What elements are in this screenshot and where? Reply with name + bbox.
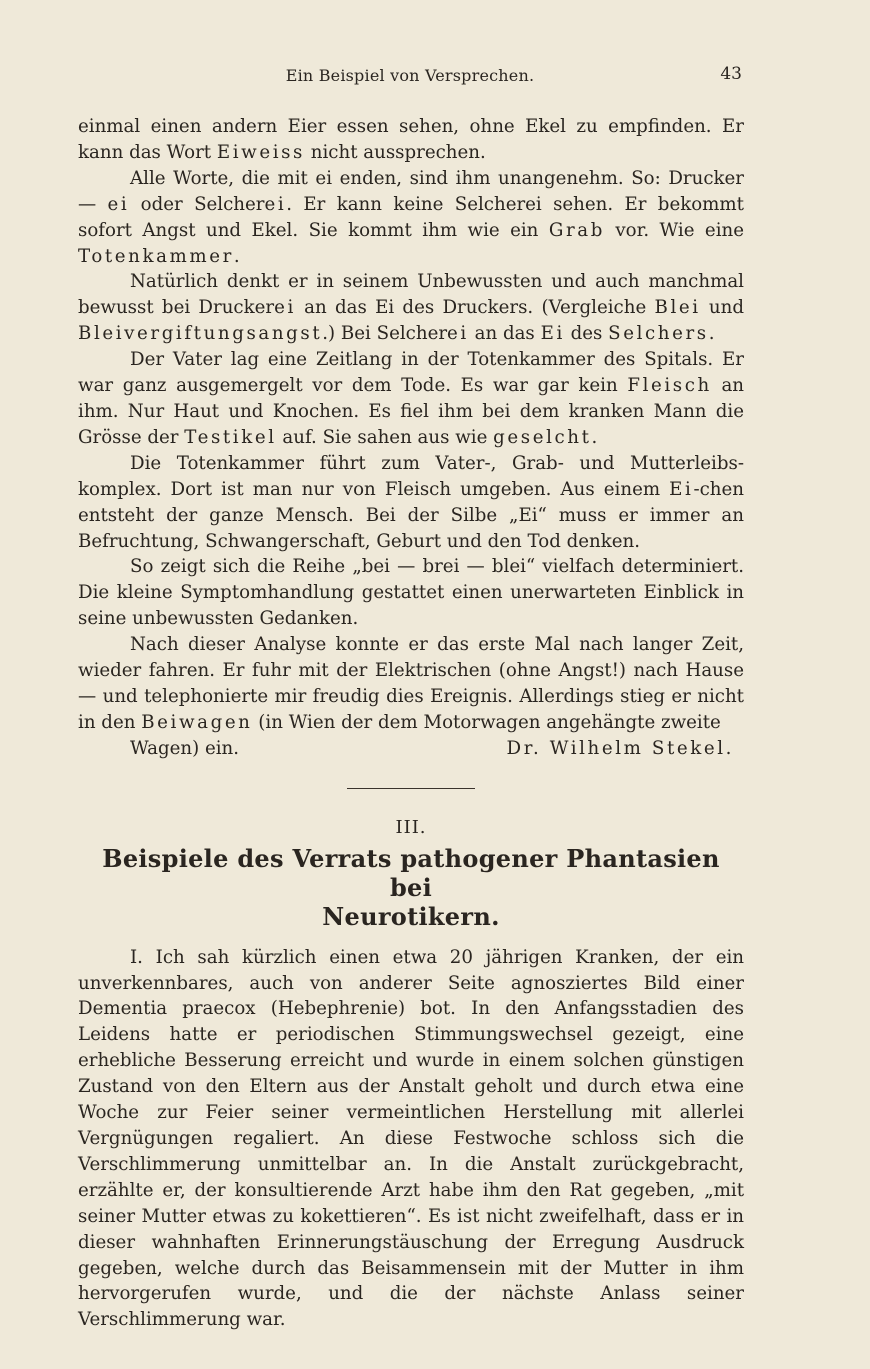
paragraph (78, 554, 744, 632)
text-run: . (233, 245, 240, 267)
spaced-emphasis: ei (264, 193, 287, 215)
spaced-emphasis: ei (274, 297, 296, 319)
section-title-line1: Beispiele des Verrats pathogener Phantasien bei (102, 843, 720, 902)
text-run: . (591, 426, 598, 448)
section-number: III. (395, 816, 427, 838)
text-run: Nach dieser Analyse konnte er das erste Mal nach langer Zeit, wieder fahren. Er fuhr mit der Elektrischen (ohne Angst!) nach Hause — und telephonierte mir freudig dies Ereignis. Allerdings stieg er nicht in den (78, 634, 744, 733)
text-run: (in Wien der dem Motorwagen angehängte zweite (252, 711, 721, 733)
text-run: Die Totenkammer führt zum Vater-, Grab- und Mutterleibs-komplex. Dort ist man nur von Fleisch umgeben. Aus einem (78, 452, 744, 500)
section-divider (347, 788, 475, 789)
text-run: So zeigt sich die Reihe „bei — brei — blei“ vielfach determiniert. Die kleine Symptomhandlung gestattet einen unerwarteten Einblick in seine unbewussten Gedanken. (78, 556, 744, 630)
text-run: auf. Sie sahen aus wie (276, 426, 494, 448)
paragraph (78, 451, 744, 555)
section-paragraph: I. Ich sah kürzlich einen etwa 20 jährigen Kranken, der ein unverkennbares, auch von anderer Seite agnosziertes Bild einer Dementia praecox (Hebephrenie) bot. In den Anfangsstadien des Leidens hatte er periodischen Stimmungswechsel gezeigt, eine erhebliche Besserung erreicht und wurde in einem solchen günstigen Zustand von den Eltern aus der Anstalt geholt und durch etwa eine Woche zur Feier seiner vermeintlichen Herstellung mit allerlei Vergnügungen regaliert. An diese Festwoche schloss sich die Verschlimmerung unmittelbar an. In die Anstalt zurückgebracht, erzählte er, der konsultierende Arzt habe ihm den Rat gegeben, „mit seiner Mutter etwas zu kokettieren“. Es ist nicht zweifelhaft, dass er in dieser wahnhaften Erinnerungstäuschung der Erregung Ausdruck gegeben, welche durch das Beisammensein mit der Mutter in ihm hervorgerufen wurde, und die der nächste Anlass seiner Verschlimmerung war. (78, 946, 744, 1331)
text-run: -chen entsteht der ganze Mensch. Bei der Silbe „Ei“ muss er immer an Befruchtung, Schwangerschaft, Geburt und den Tod denken. (78, 478, 744, 552)
text-run: Alle Worte, die mit ei enden, sind ihm unangenehm. So: Drucker— (78, 167, 744, 215)
author-signature: Dr. Wilhelm Stekel. (506, 737, 734, 759)
spaced-emphasis: Beiwagen (141, 711, 253, 733)
running-title: Ein Beispiel von Versprechen. (285, 66, 535, 85)
paragraph-list (78, 114, 744, 736)
paragraph (78, 166, 744, 270)
spaced-emphasis: geselcht (493, 426, 592, 448)
spaced-emphasis: Testikel (184, 426, 277, 448)
page-number: 43 (720, 64, 742, 84)
text-run: einmal einen andern Eier essen sehen, ohne Ekel zu empfinden. Er kann das Wort (78, 116, 744, 163)
text-run: oder Selcher (129, 193, 265, 215)
section-title (78, 844, 744, 931)
spaced-emphasis: Ei (540, 323, 565, 345)
text-run: an ihm. Nur Haut und Knochen. Es fiel ihm bei dem kranken Mann die Grösse der (78, 375, 744, 448)
spaced-emphasis: Totenkammer (78, 245, 234, 267)
paragraph (78, 269, 744, 347)
text-run: . (708, 323, 715, 345)
spaced-emphasis: Bleivergiftungsangst (78, 323, 323, 345)
text-run: und (700, 297, 744, 319)
running-head (78, 66, 742, 90)
closing-text: Wagen) ein. (130, 737, 240, 759)
text-run: an das Ei des Druckers. (Vergleiche (295, 297, 655, 319)
page-body (78, 114, 744, 1333)
text-run: nicht aussprechen. (304, 141, 486, 163)
spaced-emphasis: ei (447, 323, 469, 345)
paragraph (78, 347, 744, 451)
spaced-emphasis: Selchers (608, 323, 709, 345)
spaced-emphasis: Ei (669, 478, 694, 500)
paragraph (78, 632, 744, 736)
closing-line (78, 736, 744, 762)
text-run: . Er kann keine Selcherei sehen. Er bekommt sofort Angst und Ekel. Sie kommt ihm wie ein (78, 193, 744, 241)
text-run: Der Vater lag eine Zeitlang in der Totenkammer des Spitals. Er war ganz ausgemergelt vor dem Tode. Es war gar kein (78, 349, 744, 397)
text-run: an das (468, 323, 541, 345)
spaced-emphasis: Eiweiss (216, 141, 305, 163)
spaced-emphasis: ei (107, 193, 130, 215)
spaced-emphasis: Fleisch (627, 375, 712, 397)
paragraph (78, 114, 744, 166)
section-title-line2: Neurotikern. (322, 901, 500, 931)
spaced-emphasis: Grab (548, 219, 605, 241)
text-run: des (564, 323, 609, 345)
text-run: .) Bei Selcher (322, 323, 448, 345)
text-run: Natürlich denkt er in seinem Unbewussten und auch manchmal bewusst bei Drucker (78, 271, 744, 319)
spaced-emphasis: Blei (654, 297, 701, 319)
text-run: vor. Wie eine (604, 219, 744, 241)
